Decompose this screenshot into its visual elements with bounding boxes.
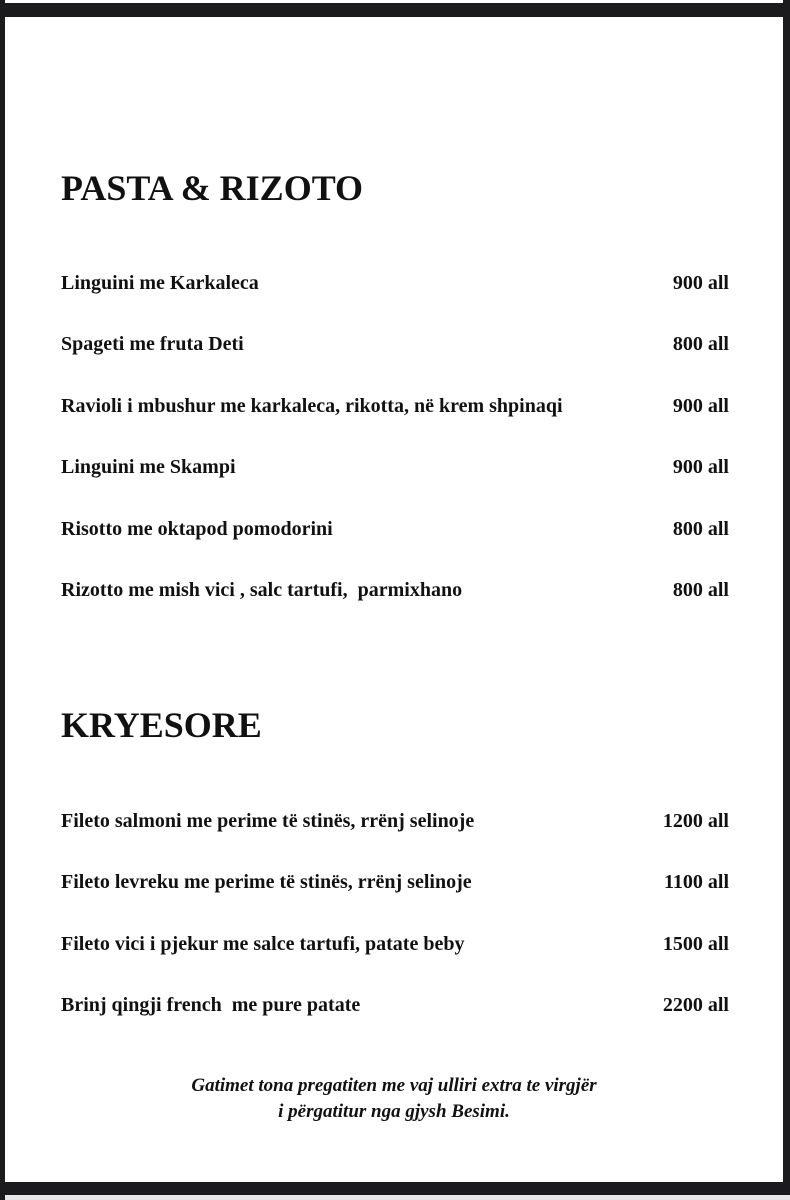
item-name: Fileto salmoni me perime të stinës, rrënj selinoje [61,810,475,832]
item-price: 1100 all [663,871,729,893]
section-title-kryesore: KRYESORE [61,705,262,745]
menu-item [61,518,729,541]
item-price: 900 all [672,272,729,294]
menu-item [61,871,729,894]
item-price: 1500 all [662,933,729,955]
item-name: Ravioli i mbushur me karkaleca, rikotta, në krem shpinaqi [61,395,563,417]
item-name: Risotto me oktapod pomodorini [61,518,333,540]
item-name: Fileto levreku me perime të stinës, rrënj selinoje [61,871,472,893]
menu-item [61,994,729,1017]
menu-item [61,272,729,295]
item-price: 900 all [672,395,729,417]
item-name: Brinj qingji french me pure patate [61,994,361,1016]
previous-page-edge [5,0,783,3]
menu-page [5,17,783,1182]
item-name: Rizotto me mish vici , salc tartufi, parmixhano [61,579,463,601]
item-price: 2200 all [662,994,729,1016]
item-price: 1200 all [662,810,729,832]
menu-item [61,395,729,418]
item-price: 800 all [672,333,729,355]
item-price: 800 all [672,518,729,540]
menu-item [61,579,729,602]
item-name: Fileto vici i pjekur me salce tartufi, patate beby [61,933,465,955]
item-price: 900 all [672,456,729,478]
footer-note-line-2: i përgatitur nga gjysh Besimi. [278,1101,510,1122]
item-name: Spageti me fruta Deti [61,333,244,355]
section-title-pasta-rizoto: PASTA & RIZOTO [61,168,364,208]
menu-item [61,810,729,833]
footer-note-line-1: Gatimet tona pregatiten me vaj ulliri extra te virgjër [191,1075,597,1096]
menu-item [61,933,729,956]
item-price: 800 all [672,579,729,601]
item-name: Linguini me Skampi [61,456,236,478]
item-name: Linguini me Karkaleca [61,272,259,294]
menu-item [61,333,729,356]
next-page-edge [5,1195,790,1200]
footer-note [5,1073,783,1125]
menu-item [61,456,729,479]
